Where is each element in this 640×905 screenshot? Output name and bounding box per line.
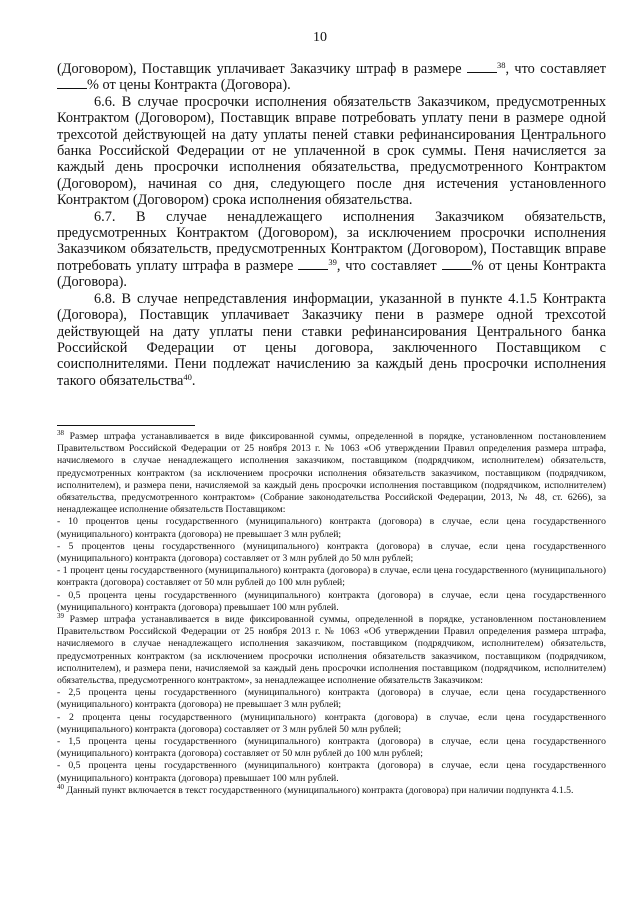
footnote-item (57, 614, 606, 687)
contract-section-text (57, 61, 606, 389)
text-run: (Договором), Поставщик уплачивает Заказчику штраф в размере (57, 61, 467, 77)
footnote-separator (57, 425, 195, 426)
footnote-text: - 1,5 процента цены государственного (муниципального) контракта (договора) в случае, если цена государственного (муниципального) контракта (договора) составляет от 50 млн рублей до 100 млн рублей; (57, 736, 606, 760)
blank-line (57, 87, 87, 89)
footnote-item (57, 760, 606, 784)
text-run: 6.7. В случае ненадлежащего исполнения Заказчиком обязательств, предусмотренных Контрактом (Договором), за исключением просрочки исполнения Заказчиком обязательств, предусмотренных Контрактом (Договором), Поставщик вправе потребовать уплату штрафа в размере (57, 208, 606, 274)
paragraph (57, 291, 606, 389)
text-run: 6.8. В случае непредставления информации, указанной в пункте 4.1.5 Контракта (Договора), Поставщик уплачивает Заказчику пени в размере одной трехсотой действующей на дату уплаты пени ставки рефинансирования Центрального банка Российской Федерации от цены договора, заключенного Поставщиком с соисполнителями. Пени подлежат начислению за каждый день просрочки исполнения такого обязательства (57, 290, 606, 389)
footnotes (57, 431, 606, 797)
footnote-ref: 40 (183, 371, 192, 382)
text-run: . (191, 372, 196, 389)
footnote-text: Размер штрафа устанавливается в виде фиксированной суммы, определенной в порядке, установленном постановлением Правительством Российской Федерации от 25 ноября 2013 г. № 1063 «Об утверждении Правил определения размера штрафа, начисляемого в случае ненадлежащего исполнения заказчиком, поставщиком (подрядчиком, исполнителем) обязательств, предусмотренных контрактом (за исключением просрочки исполнения обязательств заказчиком, поставщиком (подрядчиком, исполнителем), и размера пени, начисляемой за каждый день просрочки исполнения поставщиком (подрядчиком, исполнителем) обязательства, предусмотренного контрактом» (Собрание законодательства Российской Федерации, 2013, № 48, ст. 6266), за ненадлежащее исполнение обязательств Поставщиком: (57, 431, 606, 516)
footnote-text: - 5 процентов цены государственного (муниципального) контракта (договора) в случае, если цена государственного (муниципального) контракта (договора) составляет от 3 млн рублей до 50 млн рублей; (57, 540, 606, 565)
footnote-text: - 0,5 процента цены государственного (муниципального) контракта (договора) в случае, если цена государственного (муниципального) контракта (договора) превышает 100 млн рублей. (57, 760, 606, 784)
text-run: % от цены Контракта (Договора). (57, 257, 606, 291)
footnote-mark: 39 (57, 612, 64, 621)
footnote-text: - 1 процент цены государственного (муниципального) контракта (договора) в случае, если цена государственного (муниципального) контракта (договора) составляет от 50 млн рублей до 100 млн рублей; (57, 565, 606, 589)
footnote-item (57, 431, 606, 516)
footnote-item (57, 712, 606, 736)
blank-line (298, 268, 328, 270)
footnote-item (57, 736, 606, 760)
blank-line (442, 268, 472, 270)
footnote-item (57, 516, 606, 540)
paragraph (57, 61, 606, 94)
text-run: % от цены Контракта (Договора). (87, 77, 291, 94)
footnote-item (57, 565, 606, 589)
footnote-ref: 39 (328, 256, 337, 267)
footnote-text: - 10 процентов цены государственного (муниципального) контракта (договора) в случае, если цена государственного (муниципального) контракта (договора) не превышает 3 млн рублей; (57, 516, 606, 540)
blank-line (467, 71, 497, 73)
footnote-mark: 40 (57, 782, 64, 791)
footnote-text: - 2,5 процента цены государственного (муниципального) контракта (договора) в случае, если цена государственного (муниципального) контракта (договора) не превышает 3 млн рублей; (57, 687, 606, 711)
footnote-text: - 0,5 процента цены государственного (муниципального) контракта (договора) в случае, если цена государственного (муниципального) контракта (договора) превышает 100 млн рублей. (57, 589, 606, 613)
text-run: 6.6. В случае просрочки исполнения обязательств Заказчиком, предусмотренных Контрактом (Договором), Поставщик вправе потребовать уплату пени в размере одной трехсотой действующей на дату уплаты пеней ставки рефинансирования Центрального банка Российской Федерации от не уплаченной в срок суммы. Пеня начисляется за каждый день просрочки исполнения обязательства, предусмотренного Контрактом (Договором), начиная со дня, следующего после дня истечения установленного Контрактом (Договором) срока исполнения обязательства. (57, 93, 606, 209)
footnote-item (57, 782, 606, 797)
footnote-item (57, 590, 606, 614)
paragraph (57, 94, 606, 209)
text-run: , что составляет (336, 257, 442, 274)
page-number: 10 (313, 30, 327, 45)
paragraph (57, 209, 606, 291)
footnote-ref: 38 (496, 60, 506, 70)
footnote-item (57, 541, 606, 565)
text-run: , что составляет (505, 61, 607, 77)
footnote-text: - 2 процента цены государственного (муниципального) контракта (договора) в случае, если цена государственного (муниципального) контракта (договора) составляет от 3 млн рублей 50 млн рублей; (57, 711, 606, 735)
footnote-item (57, 687, 606, 711)
footnote-mark: 38 (57, 429, 64, 437)
footnote-text: Размер штрафа устанавливается в виде фиксированной суммы, определенной в порядке, установленном постановлением Правительством Российской Федерации от 25 ноября 2013 г. № 1063 «Об утверждении Правил определения размера штрафа, начисляемого в случае ненадлежащего исполнения заказчиком, поставщиком (подрядчиком, исполнителем) обязательств, предусмотренных контрактом (за исключением просрочки исполнения обязательств заказчиком, поставщиком (подрядчиком, исполнителем), и размера пени, начисляемой за каждый день просрочки исполнения поставщиком (подрядчиком, исполнителем) обязательства, предусмотренного контрактом», за ненадлежащее исполнение обязательств Заказчиком: (57, 614, 606, 687)
footnote-text: Данный пункт включается в текст государственного (муниципального) контракта (договора) при наличии подпункта 4.1.5. (64, 784, 574, 796)
